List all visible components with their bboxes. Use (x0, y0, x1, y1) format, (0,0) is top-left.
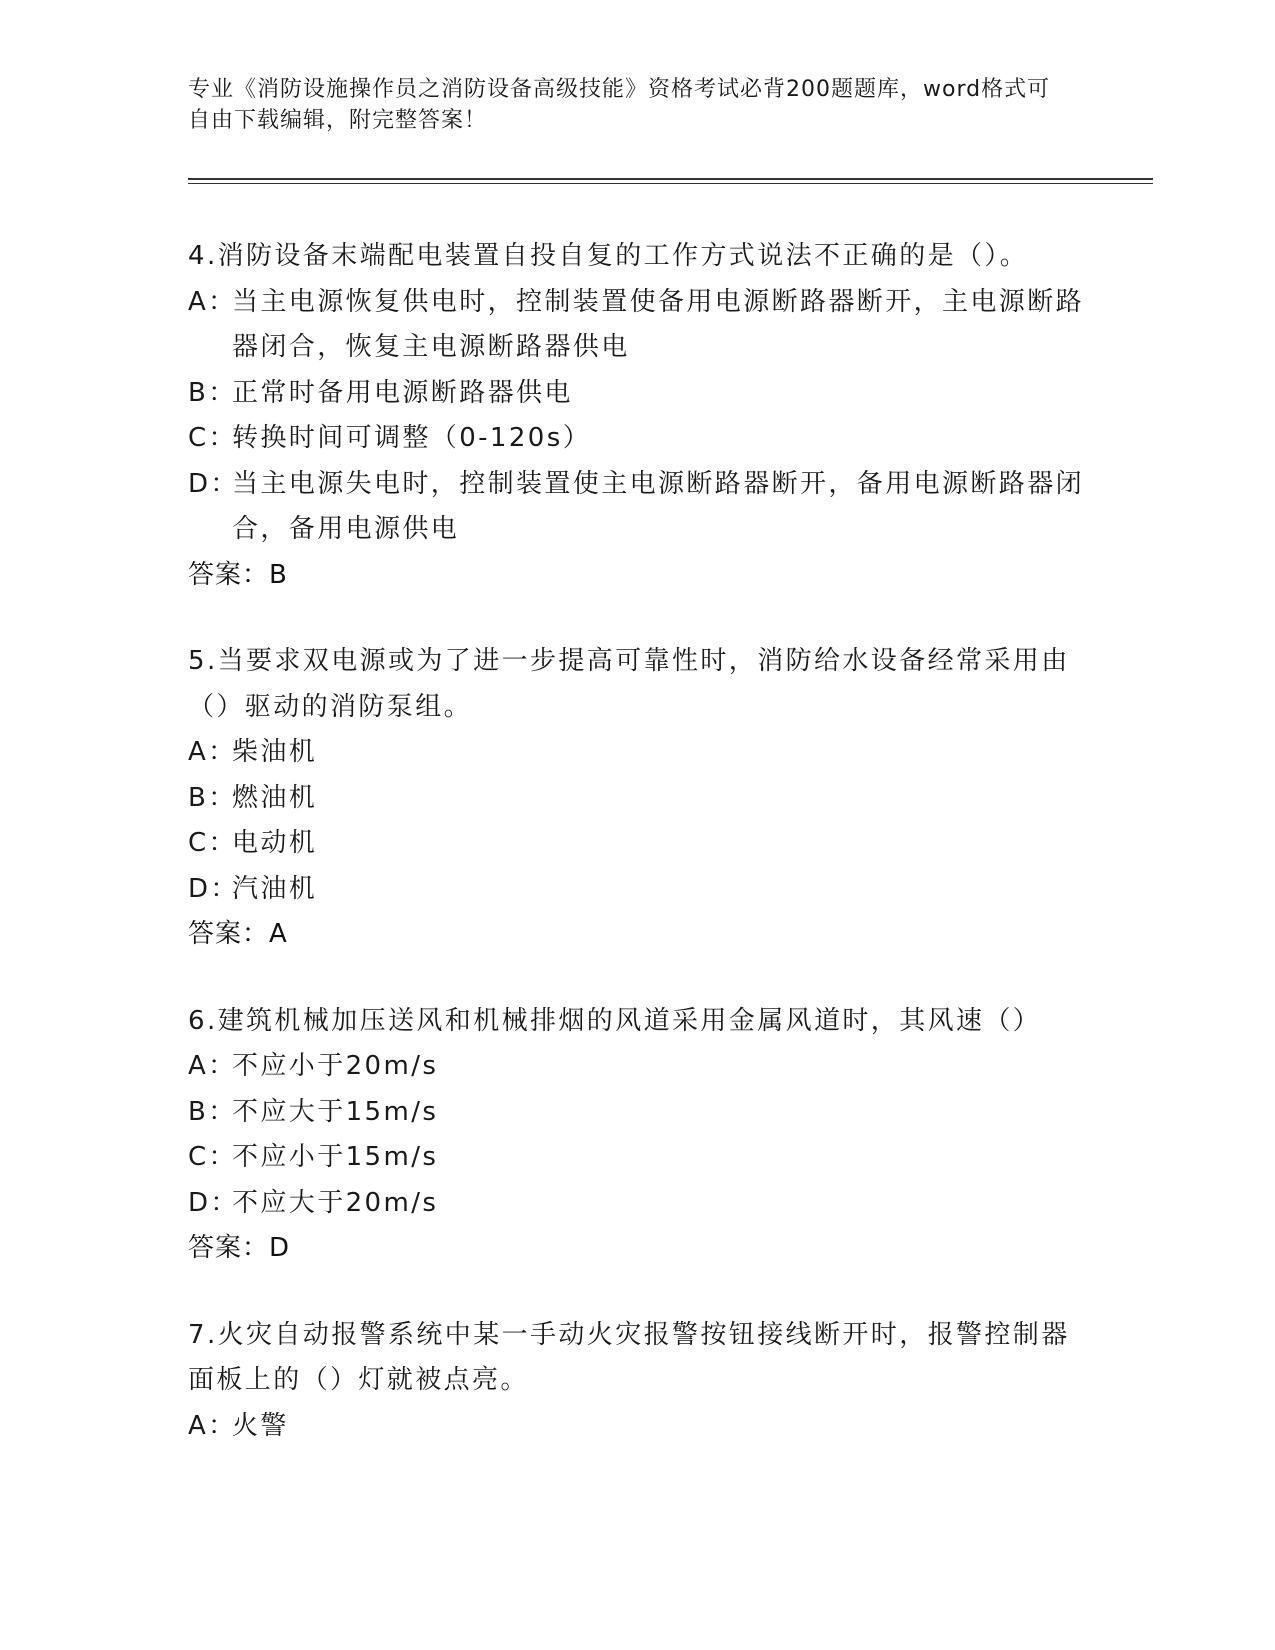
option-a (188, 730, 1088, 776)
option-a (188, 1044, 1088, 1090)
option-a (188, 1404, 1088, 1450)
option-a (188, 280, 1088, 371)
question-7 (188, 1313, 1088, 1450)
option-key: B： (188, 377, 237, 408)
option-text: 燃油机 (232, 782, 318, 813)
option-b (188, 1090, 1088, 1136)
option-c (188, 1135, 1088, 1181)
option-key: A： (188, 737, 237, 767)
option-key: B： (188, 1096, 237, 1127)
option-text: 不应大于15m/s (232, 1096, 439, 1127)
header-divider (188, 178, 1153, 184)
question-5 (188, 639, 1088, 958)
question-6 (188, 999, 1088, 1272)
option-key: C： (188, 423, 237, 453)
answer-line: 答案：B (188, 559, 288, 590)
option-key: B： (188, 782, 237, 813)
option-text: 当主电源恢复供电时，控制装置使备用电源断路器断开，主电源断路器闭合，恢复主电源断路器供电 (232, 286, 1085, 362)
option-key: A： (188, 286, 237, 317)
question-list (188, 234, 1088, 1490)
question-stem: 5.当要求双电源或为了进一步提高可靠性时，消防给水设备经常采用由（）驱动的消防泵组。 (188, 646, 1070, 722)
option-text: 柴油机 (232, 737, 318, 767)
question-stem: 6.建筑机械加压送风和机械排烟的风道采用金属风道时，其风速（） (188, 1005, 1042, 1036)
option-d (188, 462, 1088, 553)
option-b (188, 776, 1088, 822)
option-text: 不应小于15m/s (232, 1142, 439, 1172)
option-c (188, 821, 1088, 867)
option-text: 转换时间可调整（0-120s） (232, 423, 592, 453)
option-key: C： (188, 828, 237, 858)
option-d (188, 867, 1088, 913)
option-text: 火警 (232, 1410, 289, 1441)
option-b (188, 371, 1088, 417)
answer-line: 答案：D (188, 1233, 291, 1263)
option-key: C： (188, 1142, 237, 1172)
option-key: D： (188, 468, 239, 499)
option-c (188, 416, 1088, 462)
option-text: 当主电源失电时，控制装置使主电源断路器断开，备用电源断路器闭合，备用电源供电 (232, 468, 1085, 544)
option-text: 正常时备用电源断路器供电 (232, 377, 573, 408)
option-key: A： (188, 1051, 237, 1081)
option-text: 不应大于20m/s (232, 1187, 439, 1218)
option-d (188, 1181, 1088, 1227)
answer-line: 答案：A (188, 919, 288, 949)
option-key: D： (188, 873, 239, 904)
option-key: D： (188, 1187, 239, 1218)
option-text: 电动机 (232, 828, 318, 858)
question-4 (188, 234, 1088, 598)
question-stem: 7.火灾自动报警系统中某一手动火灾报警按钮接线断开时，报警控制器面板上的（）灯就被点亮。 (188, 1319, 1070, 1395)
option-key: A： (188, 1410, 237, 1441)
document-header: 专业《消防设施操作员之消防设备高级技能》资格考试必背200题题库，word格式可自由下载编辑，附完整答案！ (188, 77, 1051, 133)
option-text: 不应小于20m/s (232, 1051, 439, 1081)
question-stem: 4.消防设备末端配电装置自投自复的工作方式说法不正确的是（）。 (188, 241, 1029, 271)
option-text: 汽油机 (232, 873, 318, 904)
